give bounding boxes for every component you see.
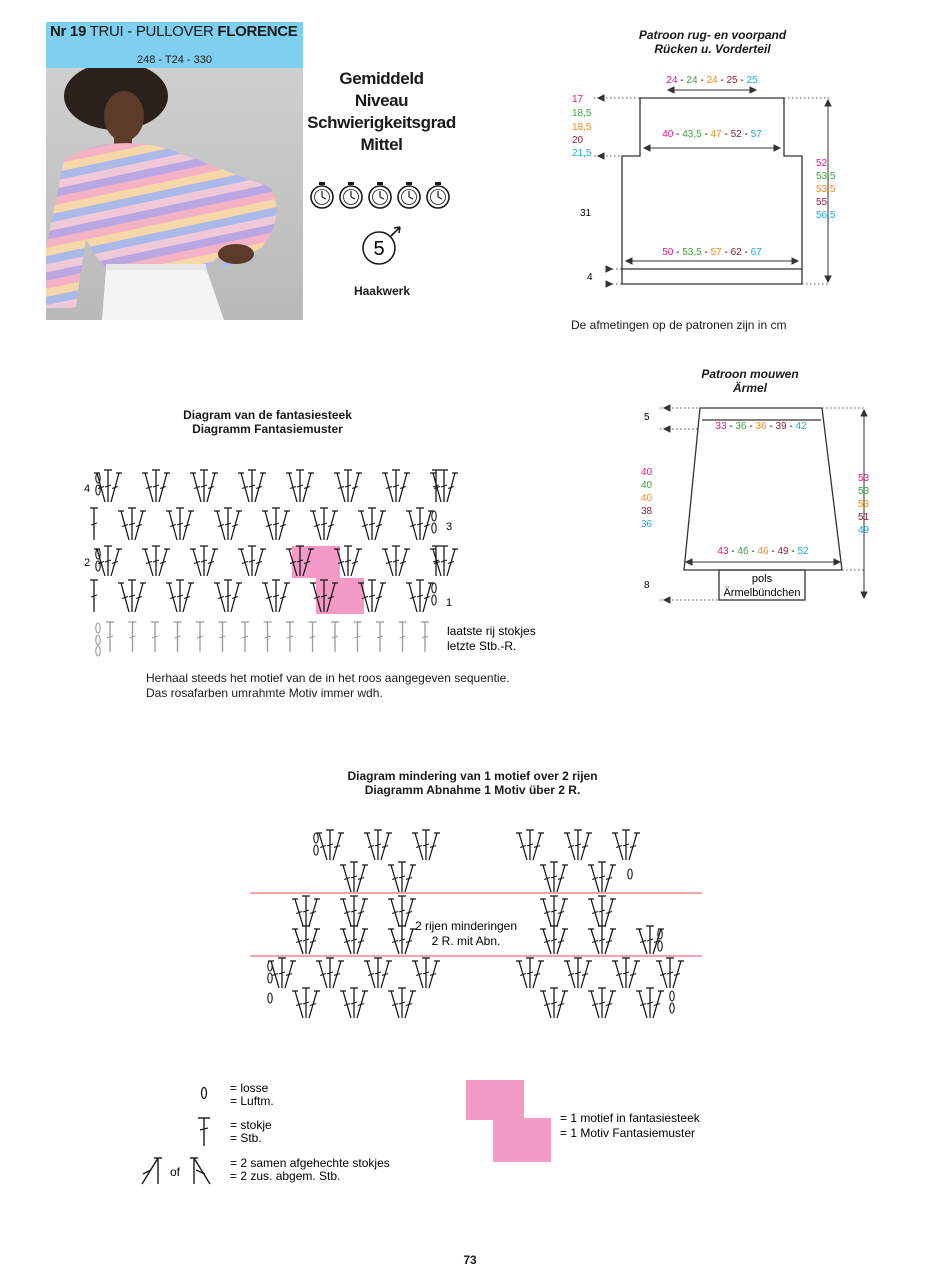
chain-stitch (432, 523, 436, 533)
motif-highlight (292, 546, 340, 578)
row-label-3: 3 (446, 521, 453, 533)
stitch-cluster (430, 546, 458, 576)
size5-value: 49 (858, 525, 870, 536)
chain-stitch (268, 961, 272, 971)
chain-stitch (96, 485, 100, 495)
size4-value: 49 (777, 546, 789, 557)
stitch-cluster (388, 862, 416, 892)
svg-text:40 - 43,5 - 47 - 52 - 57: 40 - 43,5 - 47 - 52 - 57 (662, 129, 762, 140)
size1-value: 24 (666, 75, 678, 86)
legend-motif-nl: = 1 motief in fantasiesteek (560, 1111, 700, 1125)
cuff-label-nl: pols (751, 573, 773, 585)
stitch-cluster (412, 830, 440, 860)
stitch-cluster (516, 958, 544, 988)
stitch-cluster (292, 926, 320, 954)
svg-text:24 - 24 - 24 - 25 - 25: 24 - 24 - 24 - 25 - 25 (666, 75, 758, 86)
size1-value: 33 (715, 421, 727, 432)
stitch-cluster (94, 470, 122, 502)
stitch-cluster (358, 508, 386, 540)
level-de: Mittel (360, 135, 403, 154)
stitch-cluster (118, 580, 146, 612)
level-label-de: Schwierigkeitsgrad (307, 113, 456, 132)
stitch-cluster (516, 830, 544, 860)
stitch-cluster (382, 470, 410, 502)
decrease-label-nl: 2 rijen minderingen (414, 919, 518, 933)
sleeve-top-height: 5 (644, 412, 650, 423)
stitch-cluster (588, 896, 616, 926)
size3-value: 53 (858, 499, 870, 510)
stitch-cluster (292, 988, 320, 1018)
decrease-diagram-title (290, 769, 655, 797)
size5-value: 25 (746, 75, 758, 86)
cuff-label-de: Ärmelbündchen (723, 587, 801, 599)
pattern-type: TRUI - PULLOVER (86, 23, 218, 40)
chain-stitch (432, 511, 436, 521)
time-icons (300, 178, 463, 212)
body-rib-height: 4 (587, 272, 593, 283)
stitch-cluster (612, 958, 640, 988)
size4-value: 38 (641, 506, 653, 517)
stitch-cluster (564, 830, 592, 860)
pattern-number: Nr 19 (50, 23, 87, 40)
level-nl: Gemiddeld (339, 69, 424, 88)
size3-value: 53,5 (816, 184, 836, 195)
double-crochet-icon (198, 1118, 210, 1146)
size4-value: 52 (730, 129, 742, 140)
stopwatch-icon (340, 182, 362, 208)
stitch-diagram-title-nl: Diagram van de fantasiesteek (183, 408, 352, 422)
pattern-name: FLORENCE (217, 23, 298, 40)
legend-dc2tog-nl: = 2 samen afgehechte stokjes (230, 1156, 390, 1170)
size3-value: 46 (757, 546, 769, 557)
stitch-cluster (166, 508, 194, 540)
stopwatch-icon (369, 182, 391, 208)
stitch-cluster (406, 508, 434, 540)
size2-value: 43,5 (682, 129, 702, 140)
row-label-1: 1 (446, 597, 453, 609)
stitch-cluster (142, 470, 170, 502)
stitch-cluster (340, 896, 368, 926)
legend-or: of (170, 1165, 181, 1179)
motif-swatch-icon (466, 1080, 524, 1120)
measurement-note: De afmetingen op de patronen zijn in cm (571, 318, 787, 332)
stitch-cluster (588, 988, 616, 1018)
body-schematic (560, 68, 860, 318)
chain-stitch (96, 561, 100, 571)
stitch-cluster (190, 470, 218, 502)
sleeve-schematic (630, 398, 880, 608)
size1-value: 50 (662, 247, 674, 258)
chain-stitch (268, 993, 272, 1003)
svg-text:43 - 46 - 46 - 49 - 52: 43 - 46 - 46 - 49 - 52 (717, 546, 809, 557)
size5-value: 57 (750, 129, 762, 140)
stitch-cluster (334, 470, 362, 502)
chain-stitch (670, 991, 674, 1001)
stitch-cluster (540, 896, 568, 926)
size2-value: 53,5 (816, 171, 836, 182)
legend-chain-de: = Luftm. (230, 1094, 274, 1108)
size3-value: 36 (755, 421, 767, 432)
size2-value: 53,5 (682, 247, 702, 258)
stitch-cluster (190, 546, 218, 576)
stitch-cluster (382, 546, 410, 576)
last-row-label-de: letzte Stb.-R. (447, 639, 517, 653)
size4-value: 62 (730, 247, 742, 258)
hook-size: 5 (373, 238, 385, 260)
legend-dc-nl: = stokje (230, 1118, 272, 1132)
stitch-cluster (238, 546, 266, 576)
stitch-cluster (166, 580, 194, 612)
size2-value: 46 (737, 546, 749, 557)
repeat-note (146, 671, 510, 701)
stopwatch-icon (311, 182, 333, 208)
chain-stitch (432, 583, 436, 593)
size5-value: 42 (795, 421, 807, 432)
stitch-diagram-title (160, 408, 375, 436)
stitch-cluster (286, 470, 314, 502)
pattern-title (50, 23, 297, 40)
size1-value: 43 (717, 546, 729, 557)
page-number: 73 (463, 1253, 477, 1267)
size4-value: 51 (858, 512, 870, 523)
model-photo (46, 68, 303, 320)
chain-icon (202, 1088, 207, 1099)
body-chest-width (662, 129, 762, 140)
stitch-cluster (388, 896, 416, 926)
stitch-cluster (564, 958, 592, 988)
size5-value: 21,5 (572, 148, 592, 159)
body-pattern-title-nl: Patroon rug- en voorpand (638, 28, 787, 42)
sleeve-top-width (715, 421, 807, 432)
size5-value: 52 (797, 546, 809, 557)
stitch-diagram-title-de: Diagramm Fantasiemuster (192, 422, 343, 436)
sleeve-right-length (858, 473, 870, 536)
body-pattern-title (600, 28, 825, 56)
decrease-diagram-title-de: Diagramm Abnahme 1 Motiv über 2 R. (364, 783, 581, 797)
stitch-cluster (340, 862, 368, 892)
stitch-cluster (364, 830, 392, 860)
chain-stitch (658, 941, 662, 951)
stitch-cluster (406, 580, 434, 612)
stitch-legend (130, 1078, 430, 1198)
stitch-cluster (214, 508, 242, 540)
repeat-note-nl: Herhaal steeds het motief van de in het roos aangegeven sequentie. (146, 671, 510, 685)
stitch-cluster (340, 926, 368, 954)
stitch-cluster (262, 508, 290, 540)
stitch-cluster (430, 470, 458, 502)
title-bar (46, 22, 303, 68)
stitch-cluster (588, 926, 616, 954)
size3-value: 47 (710, 129, 722, 140)
stitch-cluster (412, 958, 440, 988)
legend-dc-de: = Stb. (230, 1131, 262, 1145)
stitch-cluster (612, 830, 640, 860)
stitch-diagram (80, 460, 550, 660)
chain-stitch (268, 973, 272, 983)
chain-stitch (670, 1003, 674, 1013)
stitch-cluster (262, 580, 290, 612)
stitch-cluster (118, 508, 146, 540)
motif-legend (462, 1078, 732, 1168)
legend-motif-de: = 1 Motiv Fantasiemuster (560, 1126, 696, 1140)
decrease-label-de: 2 R. mit Abn. (431, 934, 501, 948)
stitch-cluster (310, 508, 338, 540)
size2-value: 24 (686, 75, 698, 86)
stitch-cluster (540, 862, 568, 892)
legend-chain-nl: = losse (230, 1081, 269, 1095)
stopwatch-icon (427, 182, 449, 208)
sleeve-pattern-title-de: Ärmel (732, 381, 767, 395)
stitch-cluster (540, 988, 568, 1018)
chain-stitch (314, 845, 318, 855)
last-row-label-nl: laatste rij stokjes (447, 624, 536, 638)
size3-value: 40 (641, 493, 653, 504)
size4-value: 25 (726, 75, 738, 86)
stitch-cluster (636, 926, 664, 954)
stitch-cluster (214, 580, 242, 612)
stitch-cluster (636, 988, 664, 1018)
size3-value: 57 (710, 247, 722, 258)
stitch-cluster (292, 896, 320, 926)
row-label-2: 2 (84, 557, 91, 569)
size1-value: 17 (572, 94, 584, 105)
sleeve-cuff-height: 8 (644, 580, 650, 591)
dc2tog-alt-icon (190, 1158, 210, 1184)
legend-dc2tog-de: = 2 zus. abgem. Stb. (230, 1169, 341, 1183)
size5-value: 67 (750, 247, 762, 258)
body-pattern-title-de: Rücken u. Vorderteil (654, 42, 771, 56)
size4-value: 55 (816, 197, 828, 208)
hook-size-icon (356, 222, 408, 270)
chain-stitch (432, 595, 436, 605)
sleeve-bottom-width (717, 546, 809, 557)
chain-stitch (96, 635, 100, 645)
yarn-codes: 248 - T24 - 330 (136, 54, 212, 66)
size1-value: 40 (662, 129, 674, 140)
chain-stitch (628, 869, 632, 879)
sleeve-pattern-title-nl: Patroon mouwen (701, 367, 799, 381)
stitch-cluster (238, 470, 266, 502)
body-side-length: 31 (580, 208, 592, 219)
row-label-4: 4 (84, 483, 91, 495)
stitch-cluster (364, 958, 392, 988)
size5-value: 56,5 (816, 210, 836, 221)
stitch-cluster (540, 926, 568, 954)
chain-stitch (96, 623, 100, 633)
dc2tog-icon (142, 1158, 162, 1184)
stitch-cluster (340, 988, 368, 1018)
stitch-cluster (388, 988, 416, 1018)
size1-value: 53 (858, 473, 870, 484)
size2-value: 36 (735, 421, 747, 432)
size3-value: 24 (706, 75, 718, 86)
sleeve-left-length (641, 467, 653, 530)
size2-value: 18,5 (572, 108, 592, 119)
body-armhole-height (572, 94, 592, 159)
stitch-cluster (588, 862, 616, 892)
chain-stitch (314, 833, 318, 843)
stitch-cluster (656, 958, 684, 988)
stitch-cluster (316, 830, 344, 860)
size3-value: 18,5 (572, 122, 592, 133)
body-bottom-width (662, 247, 762, 258)
size4-value: 39 (775, 421, 787, 432)
stitch-cluster (142, 546, 170, 576)
chain-stitch (96, 646, 100, 656)
stopwatch-icon (398, 182, 420, 208)
sleeve-pattern-title (680, 367, 820, 395)
body-top-width (666, 75, 758, 86)
decrease-diagram (240, 820, 710, 1030)
stitch-cluster (316, 958, 344, 988)
svg-text:50 - 53,5 - 57 - 62 - 67: 50 - 53,5 - 57 - 62 - 67 (662, 247, 762, 258)
size1-value: 52 (816, 158, 828, 169)
stitch-cluster (388, 926, 416, 954)
size1-value: 40 (641, 467, 653, 478)
decrease-diagram-title-nl: Diagram mindering van 1 motief over 2 rijen (347, 769, 598, 783)
level-label-nl: Niveau (354, 91, 409, 110)
repeat-note-de: Das rosafarben umrahmte Motiv immer wdh. (146, 686, 383, 700)
svg-text:33 - 36 - 36 - 39 - 42: 33 - 36 - 36 - 39 - 42 (715, 421, 807, 432)
technique: Haakwerk (353, 284, 411, 298)
size4-value: 20 (572, 135, 584, 146)
size2-value: 53 (858, 486, 870, 497)
body-total-length (816, 158, 836, 221)
size2-value: 40 (641, 480, 653, 491)
size5-value: 36 (641, 519, 653, 530)
